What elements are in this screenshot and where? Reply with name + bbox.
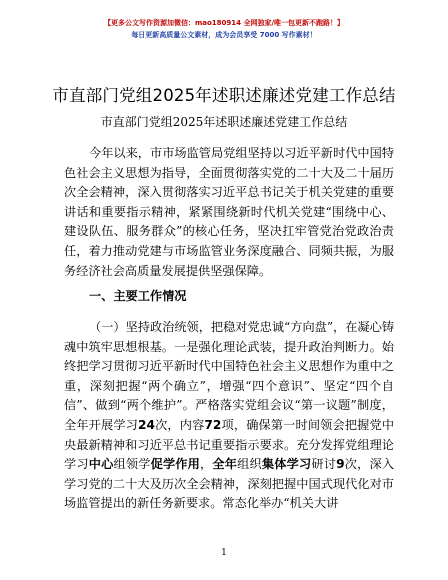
page-number: 1 <box>221 548 227 558</box>
work-paragraph-1 <box>64 318 394 514</box>
emphasis-text: 全年 <box>212 457 238 472</box>
paragraph-text: 次，深入学习党的二十大及历次全会精神，深刻把握中国式现代化对市场监管提出的新任务新要求。常态化举办“机关大讲 <box>64 457 395 511</box>
paragraph-text: 次，内容 <box>154 417 205 432</box>
promo-banner <box>0 17 448 41</box>
emphasis-text: 中心 <box>88 457 114 472</box>
promo-banner-line-2: 每日更新高质量公文素材，成为会员享受 7000 写作素材！ <box>131 31 317 39</box>
paragraph-text: ， <box>200 457 213 472</box>
sessions-count: 24 <box>137 417 155 432</box>
seminars-count: 9 <box>336 457 345 472</box>
document-title: 市直部门党组2025年述职述廉述党建工作总结 <box>52 86 396 105</box>
emphasis-text: 集体学习 <box>261 457 312 472</box>
section-heading: 一、主要工作情况 <box>89 289 187 303</box>
paragraph-text: 项，确保第一时间领会把握党中央最新精神和习近平总书记重要指示要求。充分发挥党组理论学习 <box>64 417 395 472</box>
promo-banner-line-1: 【更多公文写作资源加微信：mao180914 全网独家/唯一包更新不跑路！】 <box>103 19 345 27</box>
paragraph-text: 组织 <box>237 457 262 472</box>
paragraph-text: （一）坚持政治统领，把稳对党忠诚“方向盘”，在凝心铸魂中筑牢思想根基。一是强化理论武装，提升政治判断力。始终把学习贯彻习近平新时代中国特色社会主义思想作为重中之重，深刻把握“两个确立”，增强“四个意识”、坚定“四个自信”、做到“两个维护”。严格落实党组会议“第一议题”制度，全年开展学习 <box>64 320 394 432</box>
intro-paragraph: 今年以来，市市场监管局党组坚持以习近平新时代中国特色社会主义思想为指导，全面贯彻落实党的二十大及二十届历次全会精神，深入贯彻落实习近平总书记关于机关党建的重要讲话和重要指示精神，紧紧围绕新时代机关党建“围绕中心、建设队伍、服务群众”的核心任务，坚决扛牢管党治党政治责任，着力推动党建与市场监管业务深度融合、同频共振，为服务经济社会高质量发展提供坚强保障。 <box>64 146 394 278</box>
items-count: 72 <box>204 417 222 432</box>
paragraph-text: 研讨 <box>311 457 337 472</box>
document-subtitle: 市直部门党组2025年述职述廉述党建工作总结 <box>100 115 348 129</box>
paragraph-text: 组领学 <box>113 457 151 472</box>
emphasis-text: 促学作用 <box>150 457 201 472</box>
